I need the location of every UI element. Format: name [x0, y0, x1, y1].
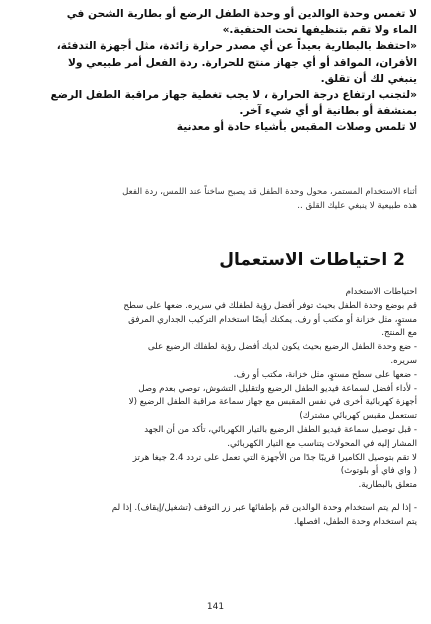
usage-note	[14, 185, 417, 213]
body-line: لا تقم بتوصيل الكاميرا قريبًا جدًا من الأجهزة التي تعمل على تردد 2.4 جيغا هرتز	[132, 452, 417, 463]
body-line: تستعمل مقبس كهربائي مشترك)	[299, 411, 417, 422]
warning-line: لا تغمس وحدة الوالدين أو وحدة الطفل الرضع أو بطارية الشحن في	[66, 8, 417, 20]
closing-line: - إذا لم يتم استخدام وحدة الوالدين قم بإطفائها عبر زر التوقف (تشغيل/إيقاف). إذا لم	[111, 502, 417, 513]
body-line: مستوٍ، مثل خزانة أو مكتب أو رف. يمكنك أيضًا استخدام التركيب الجداري المرفق	[128, 314, 417, 325]
body-line: - ضع وحدة الطفل الرضيع بحيث يكون لديك أفضل رؤية لطفلك الرضيع على	[147, 342, 417, 353]
warning-line: «احتفظ بالبطارية بعيداً عن أي مصدر حرارة زائدة، مثل أجهزة التدفئة،	[56, 40, 417, 53]
body-line: - ضعها على سطح مستوٍ، مثل خزانة، مكتب أو رف.	[233, 369, 417, 380]
body-line: سريره.	[390, 355, 417, 366]
body-line: - لأداء أفضل لسماعة فيديو الطفل الرضيع ولتقليل التشوش، توصي بعدم وصل	[138, 383, 417, 394]
closing-line: يتم استخدام وحدة الطفل، افصلها.	[293, 516, 417, 527]
body-line: - قبل توصيل سماعة فيديو الطفل الرضيع بالتيار الكهربائي، تأكد من أن الجهد	[144, 424, 417, 435]
note-line: أثناء الاستخدام المستمر، محول وحدة الطفل قد يصبح ساخناً عند اللمس، ردة الفعل	[122, 187, 417, 197]
note-line: هذه طبيعية لا ينبغي عليك القلق ..	[297, 201, 417, 211]
body-line: متعلق بالبطارية.	[358, 480, 417, 491]
warning-line: الأفران، المواقد أو أي جهاز منتج للحرارة. ردة الفعل أمر طبيعي ولا	[67, 56, 417, 69]
precautions-body	[14, 286, 417, 530]
section-heading: 2 احتياطات الاستعمال	[219, 250, 405, 270]
page-number: 141	[206, 602, 225, 612]
paragraph-gap	[14, 493, 417, 502]
warning-line: بمنشفة أو بطانية أو أي شيء آخر.	[239, 105, 417, 118]
warning-line: الماء ولا تقم بتنظيفها تحت الحنفية.»	[222, 24, 417, 37]
body-line: المشار إليه في المحولات يتناسب مع التيار الكهربائي.	[227, 438, 417, 449]
safety-warnings	[14, 6, 417, 136]
body-line: ( واي فاي أو بلوتوث)	[340, 466, 417, 477]
body-line: أجهزة كهربائية أخرى في نفس المقبس مع جهاز سماعة مراقبة الطفل الرضيع (لا	[128, 397, 417, 408]
body-line: مع المنتج.	[381, 328, 417, 339]
body-subtitle: احتياطات الاستخدام	[345, 287, 417, 297]
body-line: قم بوضع وحدة الطفل بحيث توفر أفضل رؤية لطفلك في سريره. ضعها على سطح	[123, 300, 417, 311]
warning-line: «لتجنب ارتفاع درجة الحرارة ، لا يجب تغطية جهاز مراقبة الطفل الرضع	[50, 89, 417, 102]
warning-line: ينبغي لك أن تقلق.	[320, 72, 417, 85]
warning-line: لا تلمس وصلات المقبس بأشياء حادة أو معدنية	[176, 121, 417, 134]
